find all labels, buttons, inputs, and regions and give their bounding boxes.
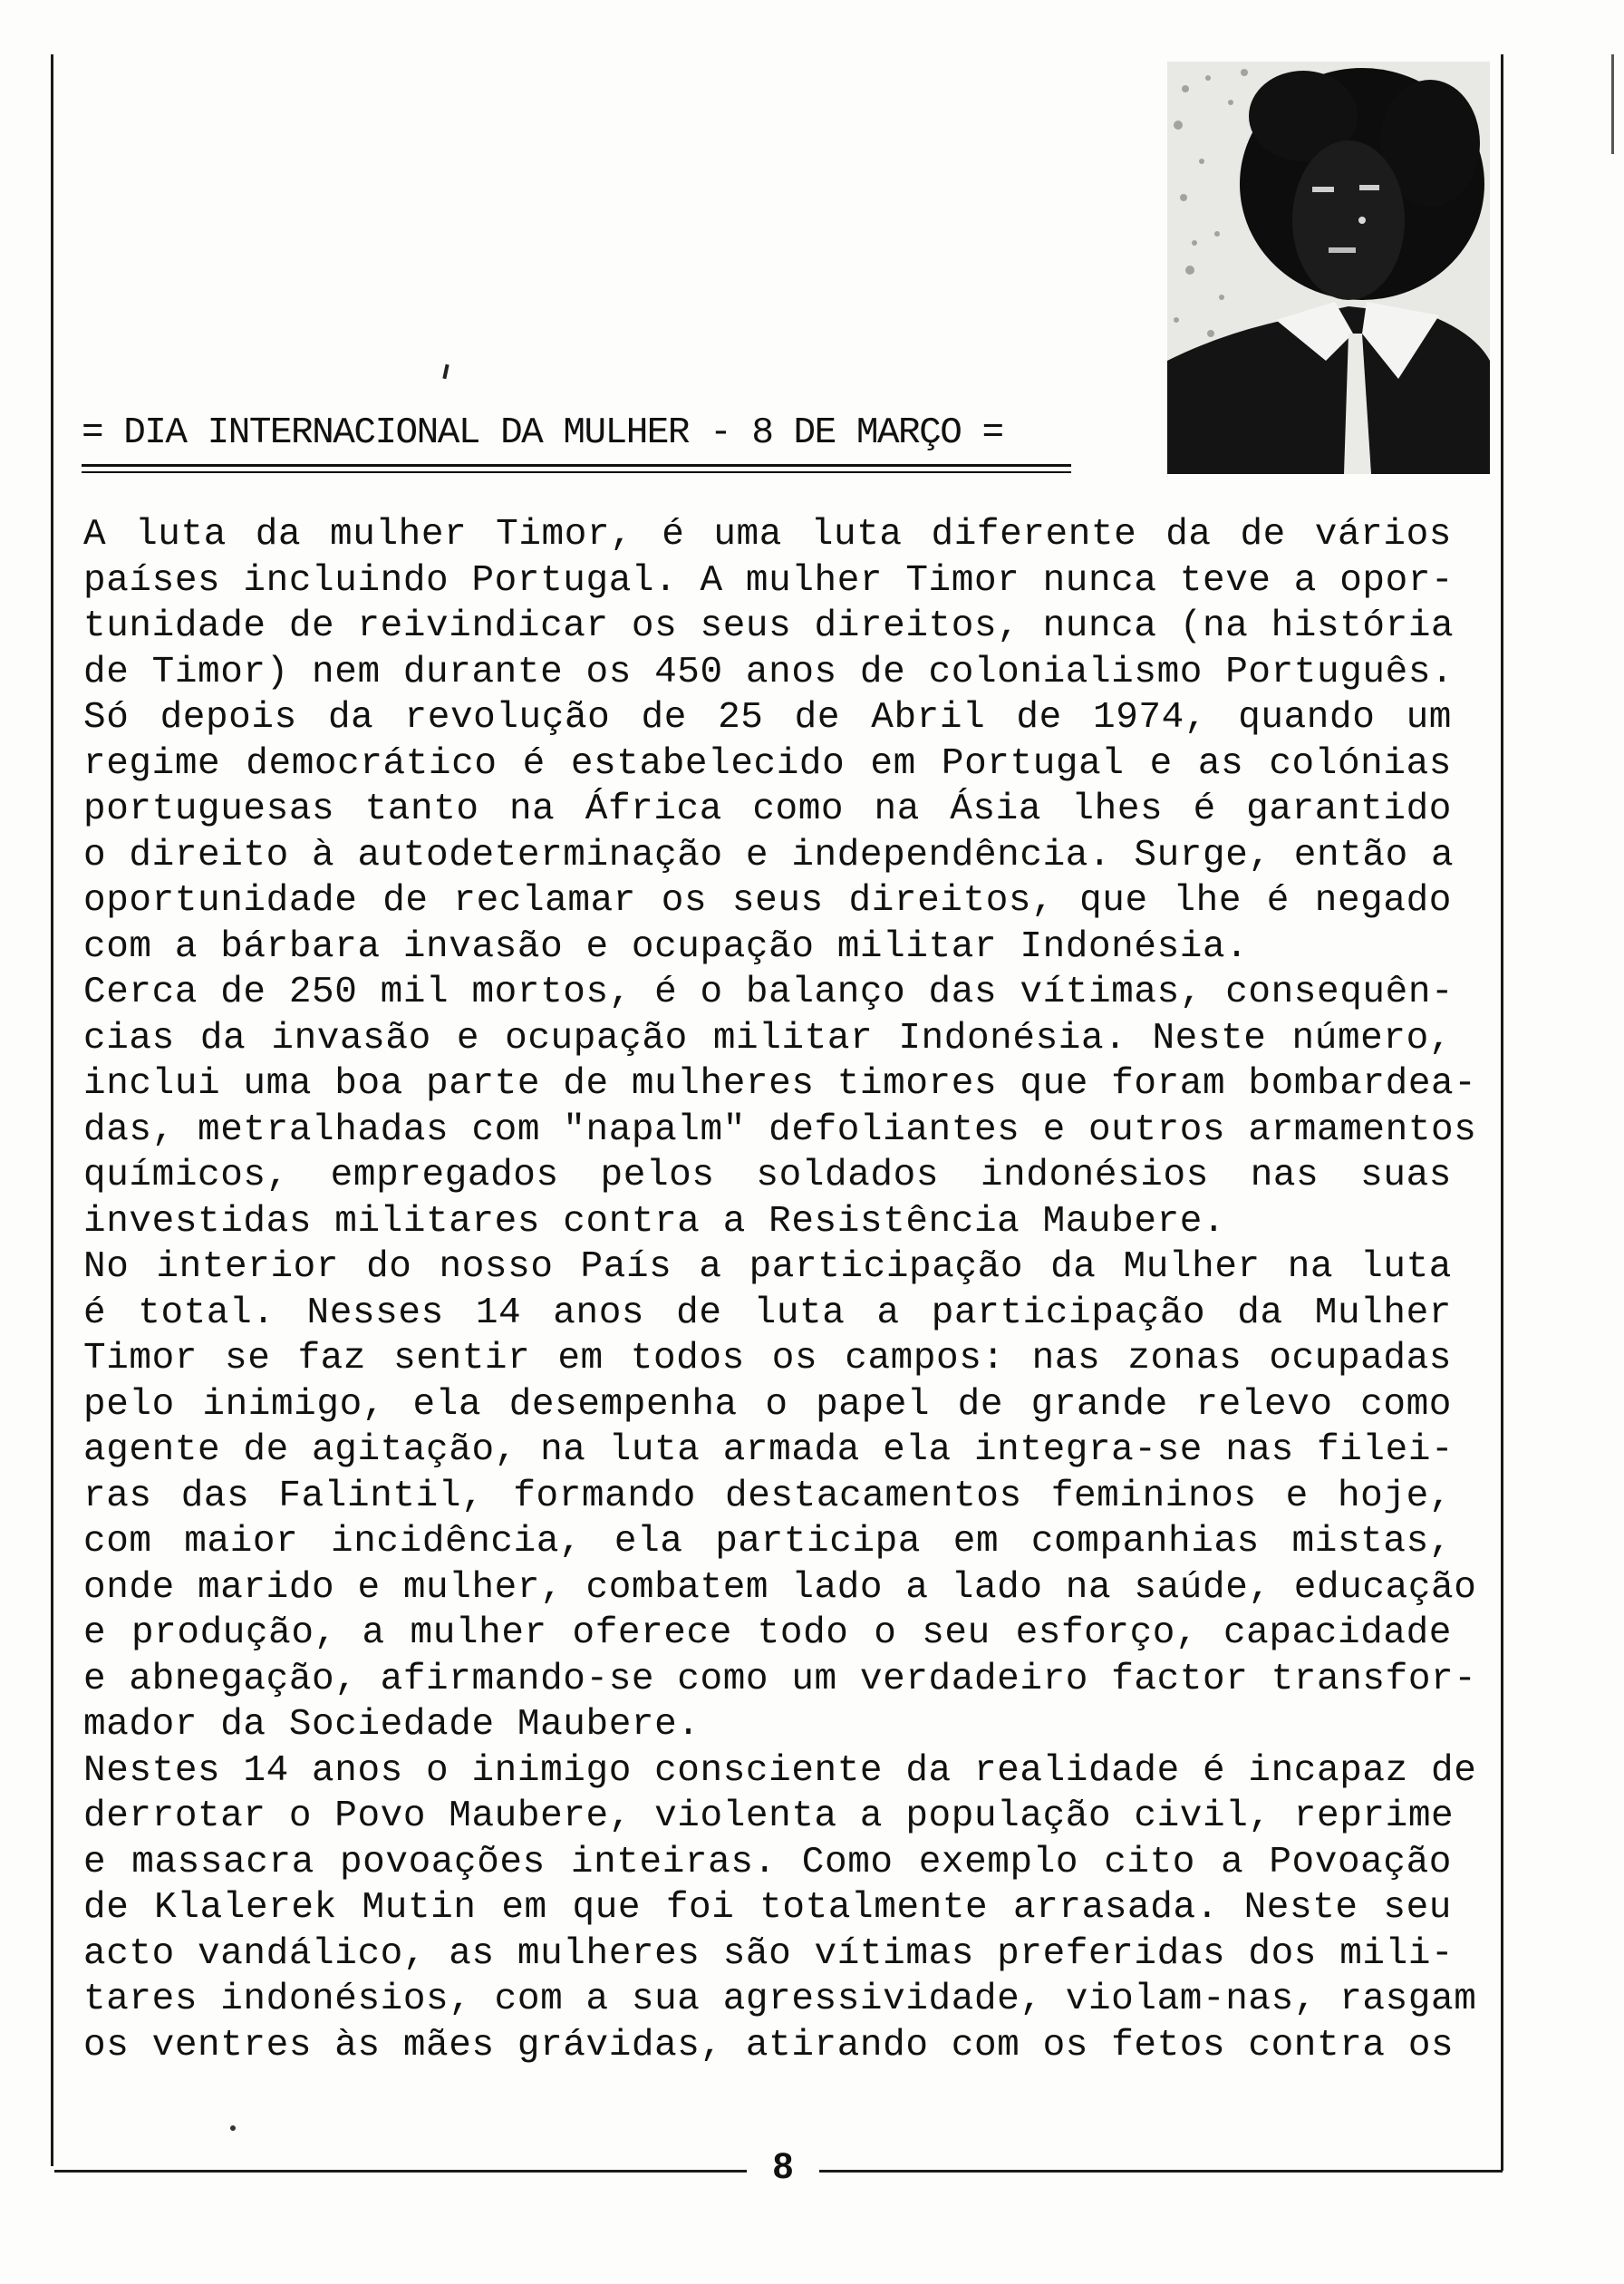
body-line: tares indonésios, com a sua agressividade, violam-nas, rasgam xyxy=(83,1979,1477,2020)
scan-edge-mark xyxy=(1611,54,1614,154)
body-line: com maior incidência, ela participa em companhias mistas, xyxy=(83,1521,1452,1563)
body-line: pelo inimigo, ela desempenha o papel de grande relevo como xyxy=(83,1383,1452,1426)
article-body xyxy=(83,512,1477,2068)
body-line: químicos, empregados pelos soldados indonésios nas suas xyxy=(83,1155,1452,1196)
body-line: e massacra povoações inteiras. Como exemplo cito a Povoação xyxy=(83,1841,1452,1883)
body-line: No interior do nosso País a participação da Mulher na luta xyxy=(83,1246,1452,1288)
body-line: tunidade de reivindicar os seus direitos, nunca (na história xyxy=(83,605,1455,647)
body-line: o direito à autodeterminação e independência. Surge, então a xyxy=(83,834,1455,876)
page-border-bottom-right xyxy=(819,2170,1503,2173)
body-line: cias da invasão e ocupação militar Indonésia. Neste número, xyxy=(83,1017,1452,1060)
ink-dot xyxy=(230,2125,236,2131)
title-underline-second xyxy=(82,471,1071,473)
body-line: Nestes 14 anos o inimigo consciente da realidade é incapaz de xyxy=(83,1749,1477,1792)
body-line: e abnegação, afirmando-se como um verdadeiro factor transfor- xyxy=(83,1658,1477,1700)
body-line: países incluindo Portugal. A mulher Timor nunca teve a opor- xyxy=(83,559,1455,602)
body-line: de Timor) nem durante os 450 anos de colonialismo Português. xyxy=(83,651,1455,693)
article-title: = DIA INTERNACIONAL DA MULHER - 8 DE MARÇO = xyxy=(82,412,1003,454)
body-line: acto vandálico, as mulheres são vítimas preferidas dos mili- xyxy=(83,1932,1455,1975)
body-line: derrotar o Povo Maubere, violenta a população civil, reprime xyxy=(83,1795,1455,1837)
body-line: inclui uma boa parte de mulheres timores que foram bombardea- xyxy=(83,1063,1477,1105)
body-line: e produção, a mulher oferece todo o seu esforço, capacidade xyxy=(83,1612,1452,1654)
body-line: investidas militares contra a Resistência Maubere. xyxy=(83,1200,1226,1243)
body-line: mador da Sociedade Maubere. xyxy=(83,1704,701,1746)
body-line: oportunidade de reclamar os seus direitos, que lhe é negado xyxy=(83,880,1452,922)
body-line: ras das Falintil, formando destacamentos femininos e hoje, xyxy=(83,1475,1452,1517)
body-line: Só depois da revolução de 25 de Abril de 1974, quando um xyxy=(83,697,1452,739)
body-line: onde marido e mulher, combatem lado a lado na saúde, educação xyxy=(83,1566,1477,1609)
body-line: Timor se faz sentir em todos os campos: nas zonas ocupadas xyxy=(83,1338,1452,1379)
body-line: regime democrático é estabelecido em Portugal e as colónias xyxy=(83,742,1452,785)
body-line: Cerca de 250 mil mortos, é o balanço das vítimas, consequên- xyxy=(83,972,1455,1013)
page-border-bottom-left xyxy=(54,2170,747,2173)
body-line: das, metralhadas com "napalm" defoliantes e outros armamentos xyxy=(83,1108,1477,1151)
body-line: os ventres às mães grávidas, atirando com os fetos contra os xyxy=(83,2024,1455,2066)
page-number: 8 xyxy=(772,2146,794,2186)
title-underline xyxy=(82,464,1071,467)
page-border-right xyxy=(1501,54,1503,2171)
body-line: agente de agitação, na luta armada ela integra-se nas filei- xyxy=(83,1429,1455,1471)
ink-speck xyxy=(442,364,449,379)
page-border-left xyxy=(51,54,53,2166)
body-line: A luta da mulher Timor, é uma luta diferente da de vários xyxy=(83,514,1452,556)
body-line: portuguesas tanto na África como na Ásia lhes é garantido xyxy=(83,789,1452,830)
body-line: de Klalerek Mutin em que foi totalmente arrasada. Neste seu xyxy=(83,1887,1452,1929)
body-line: com a bárbara invasão e ocupação militar Indonésia. xyxy=(83,925,1249,968)
portrait-photo xyxy=(1167,62,1490,474)
body-line: é total. Nesses 14 anos de luta a participação da Mulher xyxy=(83,1292,1452,1334)
